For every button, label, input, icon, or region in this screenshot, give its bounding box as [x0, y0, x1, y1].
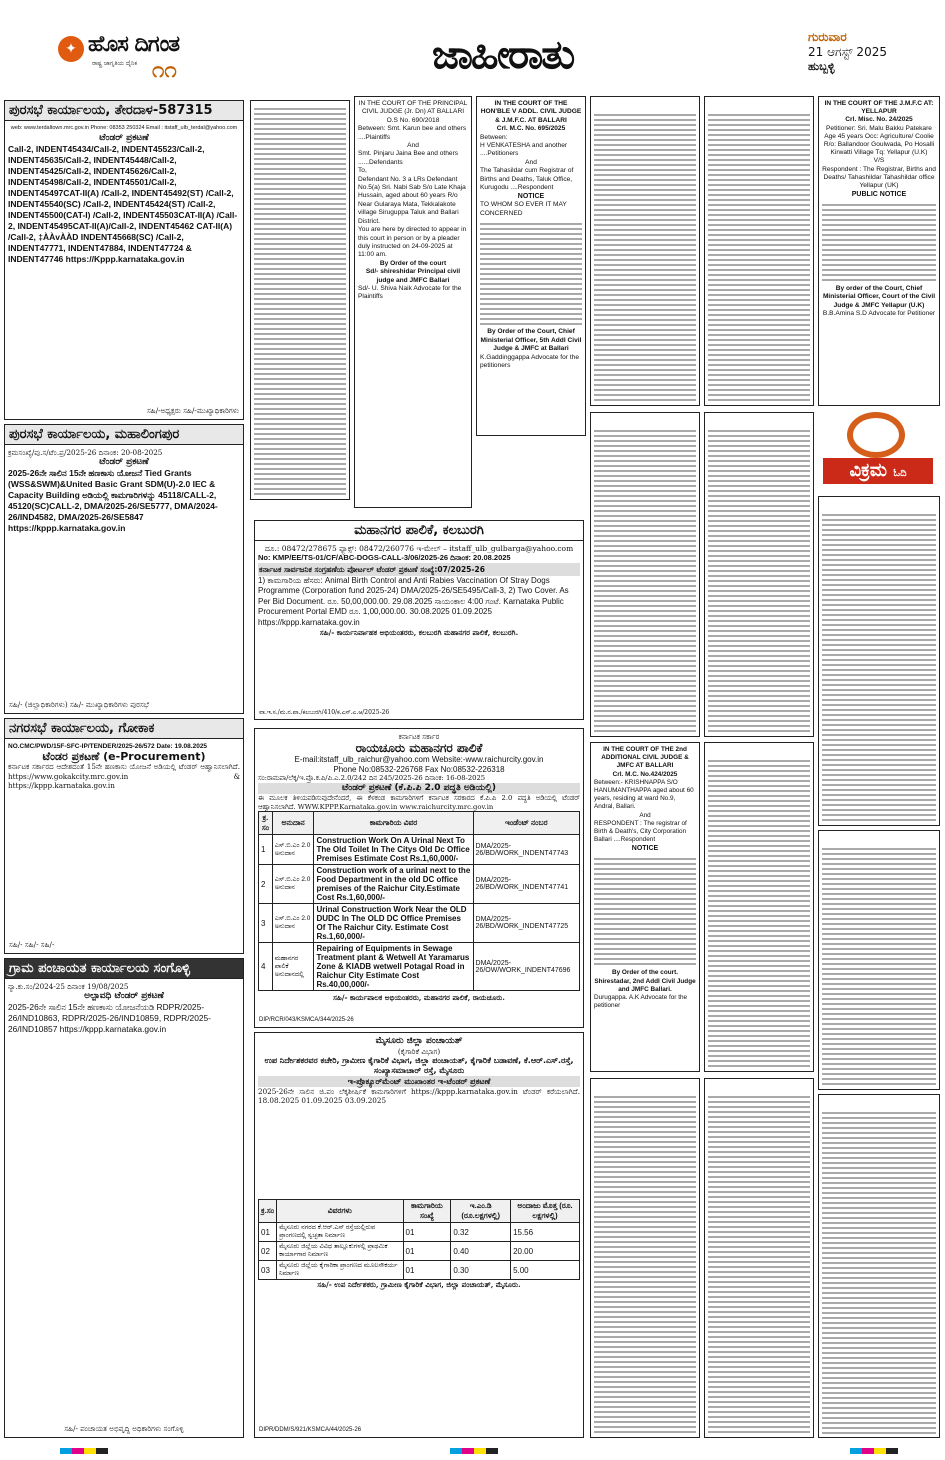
court-line-5: And: [525, 158, 537, 166]
ad-body: Call-2, INDENT45434/Call-2, INDENT45523/Call-2, INDENT45635/Call-2, INDENT45448/Call-2, INDENT45425/Call-2, INDENT45626/Call-2, INDENT45498/Call-2, INDENT45501/Call-2, INDENT45497CAT-II(A) /Call-2, INDENT45492(ST) /Call-2, INDENT45540(SC) /Call-2, INDENT45424(ST) /Call-2, INDENT45500(CAT-I) /Call-2, INDENT45503CAT-II(A) /Call-2, INDENT45495CAT-II(A)/Call-2, INDENT45462 CAT-II(A) /Call-2, ‡ÀÀvÀÀD INDENT45668(SC) /Call-2, INDENT47771, INDENT47884, INDENT47724 & INDENT47746 https://Kppp.karnataka.gov.in: [8, 144, 238, 265]
ad-notice: ಕರ್ನಾಟಕ ಸಾರ್ವಜನಿಕ ಸಂಗ್ರಹಣೆಯ ಪೋರ್ಟಲ್ ಟೆಂಡರ್ ಪ್ರಕಟಣೆ ಸಂಖ್ಯೆ:07/2025-26: [258, 563, 580, 576]
ad-body: 1) ಕಾಮಗಾರಿಯ ಹೆಸರು: Animal Birth Control and Anti Rabies Vaccination Of Stray Dogs Programme (Corporation fund 2025-24) DMA/2025-26/SE5495/Call-3, 2) Two Cover. As Per Bid Document. ರೂ. 50,00,000.00. 29.08.2025 ಸಾಯಂಕಾಲ 4:00 ಗಂಟೆ. Karnataka Public Procurement Portal EMD ರೂ. 1,00,000.00. 30.08.2025 01.09.2025 https://kppp.karnataka.gov.in: [258, 575, 569, 627]
court-body-fill: [480, 218, 582, 328]
ad-ref: ಸಂ:ರಾಮಪಾ/ಲೆಕ್ಕ/ಇ.ಪ್ರೊ.ಕ.ಪಿ/ಪಿ.ಎ.2.0/242 ದಿನ 245/2025-26 ದಿನಾಂಕ: 16-08-2025: [258, 774, 486, 783]
col-header: ಇ.ಎಂ.ಡಿ (ರೂ.ಲಕ್ಷಗಳಲ್ಲಿ): [451, 1200, 511, 1223]
table-row: [259, 943, 580, 991]
ad-notice: ಟೆಂಡರ ಪ್ರಕಟಣೆ (e-Procurement): [42, 750, 206, 764]
ad-title: ಗ್ರಾಮ ಪಂಚಾಯತ ಕಾರ್ಯಾಲಯ ಸಂಗೊಳ್ಳಿ: [5, 959, 243, 979]
cell: DMA/2025-26/BD/WORK_INDENT47743: [473, 835, 579, 865]
court-line-9: By Order of the court: [379, 259, 447, 267]
page-number: ೧೧: [152, 58, 177, 83]
ad-title: ರಾಯಚೂರು ಮಹಾನಗರ ಪಾಲಿಕೆ: [355, 741, 483, 756]
ad-sign: ಸಹಿ/- (ಜಿಲ್ಲಾಧಿಕಾರಿಗಳು) ಸಹಿ/- ಮುಖ್ಯಾಧಿಕಾರಿಗಳು ಪುರಸಭೆ: [9, 699, 149, 709]
ad-court-yellapur: [818, 96, 940, 406]
text-fill: [254, 105, 346, 496]
cell: 0.40: [451, 1242, 511, 1261]
court-line-8: Durugappa. A.K Advocate for the petitioner: [594, 994, 688, 1010]
col-header: ಅನುದಾನ: [272, 812, 314, 835]
raichur-works-table: [258, 811, 580, 991]
court-line-6: NOTICE: [631, 845, 659, 853]
logo-tagline: ರಾಷ್ಟ್ರ ಜಾಗೃತಿಯ ದೈನಿಕ: [92, 60, 138, 67]
notice-small-11: [818, 1094, 940, 1438]
cell: DMA/2025-26/OW/WORK_INDENT47696: [473, 943, 579, 991]
court-line-1: IN THE COURT OF THE HON'BLE V ADDL. CIVIL JUDGE & J.M.F.C. AT BALLARI: [480, 100, 582, 124]
cell: Repairing of Equipments in Sewage Treatment plant & Wetwell At Yaramarus Zone & KIADB wetwell Potagal Road in Raichur City Estimate Cost Rs.40,00,000/-: [314, 943, 473, 991]
court-line-5: Smt. Pinjaru Jaina Bee and others ......Defendants: [358, 150, 459, 166]
mysuru-works-table: [258, 1199, 580, 1280]
ad-body: ಈ ಮೂಲಕ ತಿಳಿಯಪಡಿಸುವುದೇನೆಂದರೆ, ಈ ಕೆಳಕಂಡ ಕಾಮಗಾರಿಗಳಿಗೆ ಕರ್ನಾಟಕ ಸರಕಾರದ ಕೆ.ಪಿ.ಪಿ 2.0 ಪದ್ಧತಿ ಅಡಿಯಲ್ಲಿ ಟೆಂಡರ್ ಆಹ್ವಾನಿಸಲಾಗಿದೆ. WWW.KPPP.Karnataka.gov.in www.raichurcity.mrc.gov.in: [258, 794, 580, 811]
ad-notice: ಟೆಂಡರ್ ಪ್ರಕಟಣೆ: [99, 133, 149, 144]
ad-phone: Phone No:08532-226768 Fax No:08532-226318: [333, 764, 505, 774]
vikrama-label: ವಿಕ್ರಮ: [849, 460, 888, 481]
cell: 01: [259, 1223, 277, 1242]
table-row: [259, 1242, 580, 1261]
court-line-6: The Tahasildar cum Registrar of Births and Deaths, Taluk Office, Kurugodu ....Respondent: [480, 167, 574, 192]
court-line-4: And: [407, 142, 419, 150]
ad-court-ballari-3: [590, 742, 700, 1072]
cell: ಎಸ್.ಬಿ.ಎಂ 2.0 ಅನುದಾನ: [272, 904, 314, 943]
logo-text: ಹೊಸ ದಿಗಂತ: [88, 32, 180, 57]
ad-court-ballari-2: [476, 96, 586, 436]
court-line-2: Crl. M.C. No.424/2025: [612, 770, 678, 778]
masthead: [52, 28, 894, 84]
ad-title: ಪುರಸಭೆ ಕಾರ್ಯಾಲಯ, ತೇರದಾಳ-587315: [5, 101, 243, 121]
court-line-7: By Order of the court. Shirestadar, 2nd Addl Civil Judge and JMFC Ballari.: [594, 969, 696, 993]
cell: DMA/2025-26/BD/WORK_INDENT47741: [473, 865, 579, 904]
court-line-4: And: [639, 811, 651, 819]
cell: ಮೈಸೂರು ನಗರದ ಕೆ.ಆರ್.ಎಸ್ ರಸ್ತೆಯಲ್ಲಿರುವ ಪ್ರಾಂಗಣದಲ್ಲಿ ಸ್ವಚ್ಛತಾ ನಿರ್ಮಾಣ: [277, 1223, 403, 1242]
newspaper-logo: [52, 28, 262, 84]
ad-code: DIPR/DDM/S/921/KSMCA/44/2025-26: [259, 1426, 362, 1433]
cell: 01: [403, 1223, 451, 1242]
cell: 0.32: [451, 1223, 511, 1242]
ad-ref: NO.CMC/PWD/15F-SFC-IP/TENDER/2025-26/572 Date: 19.08.2025: [8, 743, 208, 750]
ad-sign: ಸಹಿ/- ಕಾರ್ಯನಿರ್ವಾಹಕ ಅಭಿಯಂತರರು, ಕಲಬುರಗಿ ಮಹಾನಗರ ಪಾಲಿಕೆ, ಕಲಬುರಗಿ.: [319, 628, 519, 638]
ad-raichur: [254, 728, 584, 1028]
ad-sign: ಸಹಿ/- ಕಾರ್ಯಪಾಲಕ ಅಭಿಯಂತರರು, ಮಹಾನಗರ ಪಾಲಿಕೆ, ರಾಯಚೂರು.: [333, 993, 505, 1003]
ad-body: 2025-26ನೇ ಸಾಲಿನ ಜಿ.ಪಂ ಲೆಕ್ಕಶೀರ್ಷಿಕೆ ಕಾಮಗಾರಿಗಳಿಗೆ https://kppp.karnataka.gov.in ಟೆಂಡರ್ ಕರೆಯಲಾಗಿದೆ. 18.08.2025 01.09.2025 03.09.2025: [258, 1087, 580, 1106]
ad-title: ಮೈಸೂರು ಜಿಲ್ಲಾ ಪಂಚಾಯತ್: [375, 1036, 463, 1046]
vikrama-ad: [817, 410, 939, 490]
anniversary-emblem-icon: [847, 412, 905, 458]
cell: 3: [259, 904, 273, 943]
cell: Urinal Construction Work Near the OLD DUDC In The OLD DC Office Premises Of The Raichur City. Estimate Cost Rs.1,60,000/-: [314, 904, 473, 943]
ad-code: ವಾ.ಇ.ಸ./ಮ.ನ.ಪಾ./ಕಲಬುರಗಿ/410/ಕ.ಎಸ್.ಎ.ಆ/2025-26: [259, 708, 390, 716]
ad-kalaburagi: [254, 520, 584, 720]
issue-date: [808, 30, 894, 74]
page-title: ಜಾಹೀರಾತು: [432, 32, 574, 78]
notice-small-1: [250, 100, 350, 500]
notice-small-8: [704, 1078, 814, 1438]
ad-terdal: [4, 100, 244, 420]
ad-phone: ದೂ.: 08472/278675 ಫ್ಯಾಕ್ಸ್: 08472/260776 ಇ-ಮೇಲ್ – itstaff_ulb_gulbarga@yahoo.com: [264, 544, 574, 553]
ad-notice: ಟೆಂಡರ್ ಪ್ರಕಟಣೆ (ಕೆ.ಪಿ.ಪಿ 2.0 ಪದ್ಧತಿ ಅಡಿಯಲ್ಲಿ): [258, 783, 580, 794]
court-line-3: Between:: [480, 133, 508, 141]
cell: ಎಸ್.ಬಿ.ಎಂ 2.0 ಅನುದಾನ: [272, 835, 314, 865]
court-line-8: TO WHOM SO EVER IT MAY CONCERNED: [480, 201, 567, 217]
ad-mysuru: [254, 1032, 584, 1438]
color-registration-mark: [850, 1448, 898, 1454]
ad-web: web: www.terdaltown.mrc.gov.in Phone: 08353 250324 Email : itstaff_ulb_terdal@yahoo.com: [10, 125, 238, 131]
notice-small-7: [590, 1078, 700, 1438]
issue-date-text: 21 ಆಗಸ್ಟ್ 2025: [808, 45, 887, 59]
court-line-6: To,: [358, 167, 367, 175]
ad-sign: ಸಹಿ/- ಉಪ ನಿರ್ದೇಶಕರು, ಗ್ರಾಮೀಣ ಕೈಗಾರಿಕೆ ವಿಭಾಗ, ಜಿಲ್ಲಾ ಪಂಚಾಯತ್, ಮೈಸೂರು.: [317, 1280, 521, 1290]
ad-code: DIP/RCR/043/KSMCA/344/2025-26: [259, 1016, 354, 1023]
ad-ref: ನ್ಯಾ.ಕು.ಸಂ/2024-25 ದಿನಾಂಕ 19/08/2025: [8, 982, 129, 991]
cell: Construction Work On A Urinal Next To The Old Toilet In The Citys Old Dc Office Premises Estimate Cost Rs.1,60,000/-: [314, 835, 473, 865]
court-line-1: IN THE COURT OF THE J.M.F.C AT: YELLAPUR: [824, 100, 934, 116]
table-row: [259, 904, 580, 943]
ad-notice: ಟೆಂಡರ್ ಪ್ರಕಟಣೆ: [99, 457, 149, 468]
notice-small-2: [590, 96, 700, 406]
court-line-1: IN THE COURT OF THE 2nd ADDITIONAL CIVIL JUDGE & JMFC AT BALLARI: [601, 746, 689, 770]
col-header: ಕಾಮಗಾರಿಯ ಸಂಖ್ಯೆ: [403, 1200, 451, 1223]
cell: 20.00: [511, 1242, 580, 1261]
ad-mahalingapur: [4, 424, 244, 714]
ad-gokak: [4, 718, 244, 954]
vikrama-sub: ಓದಿ: [893, 468, 907, 479]
ad-ref: ಕ್ರಮಸಂಖ್ಯೆ/ಪು.ಸ/ಟೆಂ.ಪ್ರ/2025-26 ದಿನಾಂಕ: 20-08-2025: [8, 448, 163, 457]
ad-sangolli: [4, 958, 244, 1438]
cell: ಎಸ್.ಬಿ.ಎಂ 2.0 ಅನುದಾನ: [272, 865, 314, 904]
table-row: [259, 1223, 580, 1242]
cell: 02: [259, 1242, 277, 1261]
table-row: [259, 865, 580, 904]
ad-sign: ಸಹಿ/-ಅಧ್ಯಕ್ಷರು ಸಹಿ/-ಮುಖ್ಯಾಧಿಕಾರಿಗಳು: [146, 405, 239, 415]
col-header: ಕಾಮಗಾರಿಯ ವಿವರ: [314, 812, 473, 835]
court-line-7: NOTICE: [517, 193, 545, 201]
cell: ಮೈಸೂರು ಜಿಲ್ಲೆಯ ಕೈಗಾರಿಕಾ ಪ್ರಾಂಗಣದ ಮೂಲಸೌಕರ್ಯ ನಿರ್ಮಾಣ: [277, 1261, 403, 1280]
ad-head: ಉಪ ನಿರ್ದೇಶಕರವರ ಕಚೇರಿ, ಗ್ರಾಮೀಣ ಕೈಗಾರಿಕೆ ವಿಭಾಗ, ಜಿಲ್ಲಾ ಪಂಚಾಯತ್, ಕೈಗಾರಿಕೆ ಬಡಾವಣೆ, ಕೆ.ಆರ್.ಎಸ್.ರಸ್ತೆ, ಸಂಖ್ಯಾಸಮಾಚಾರ್ ರಸ್ತೆ, ಮೈಸೂರು: [264, 1056, 574, 1076]
court-line-5: Respondent : The Registrar, Births and Deaths/ Tahashildar Tahashildar office Yellapur (UK): [822, 165, 936, 190]
cell: 0.30: [451, 1261, 511, 1280]
court-line-10: Sd/- shireshidar Principal civil judge and JMFC Ballari: [365, 268, 461, 284]
ad-body: ಕರ್ನಾಟಕ ಸರ್ಕಾರದ ಆದೇಶದಂತೆ 15ನೇ ಹಣಕಾಸು ಯೋಜನೆ ಅಡಿಯಲ್ಲಿ ಟೆಂಡರ್ ಆಹ್ವಾನಿಸಲಾಗಿದೆ. https://www.gokakcity.mrc.gov.in & https://kppp.karnataka.gov.in: [8, 762, 240, 790]
color-registration-mark: [450, 1448, 498, 1454]
cell: ಮೈಸೂರು ಜಿಲ್ಲೆಯ ವಿವಿಧ ತಾಲ್ಲೂಕುಗಳಲ್ಲಿ ಪ್ರಾಥಮಿಕ ಕಾರ್ಯಾಗಾರ ನಿರ್ಮಾಣ: [277, 1242, 403, 1261]
ad-court-ballari-1: [354, 96, 472, 508]
table-row: [259, 1261, 580, 1280]
notice-small-9: [818, 496, 940, 826]
cell: 03: [259, 1261, 277, 1280]
ad-sub: ಕರ್ನಾಟಕ ಸರ್ಕಾರ: [398, 732, 440, 741]
court-line-10: K.Gaddinggappa Advocate for the petitioners: [480, 353, 579, 369]
ad-body: 2025-26ನೇ ಸಾಲಿನ 15ನೇ ಹಣಕಾಸು ಯೋಜನೆ Tied Grants (WSS&SWM)&United Basic Grant SDM(U)-2.0 IEC & Capacity Building ಅಡಿಯಲ್ಲಿ ಕಾಮಗಾರಿಗಳನ್ನು 45118/CALL-2, 45120(SC)CALL-2, DMA/2025-26/SE5777, DMA/2024-26/IND4582, DMA/2025-26/SE5847 https://kppp.karnataka.gov.in: [8, 468, 218, 534]
cell: 4: [259, 943, 273, 991]
ad-title: ಮಹಾನಗರ ಪಾಲಿಕೆ, ಕಲಬುರಗಿ: [255, 521, 583, 541]
cell: Construction work of a urinal next to the Food Department in the old DC office premises of the Raichur City.Estimate Cost Rs.1,60,000/-: [314, 865, 473, 904]
col-header: ಕ್ರ. ಸಂ: [259, 812, 273, 835]
ad-title: ನಗರಸಭೆ ಕಾರ್ಯಾಲಯ, ಗೋಕಾಕ: [5, 719, 243, 739]
court-line-3: Between:- KRISHNAPPA S/O HANUMANTHAPPA aged about 60 years, residing at ward No.9, Andral, Ballari.: [594, 778, 694, 811]
court-line-4: V/S: [873, 157, 885, 165]
notice-small-10: [818, 830, 940, 1090]
court-line-7: Defendant No. 3 a LRs Defendant No.5(a) Sri. Nabi Sab S/o Late Khaja Hussain, aged about 60 years R/o Near Gularaya Mata, Tekkalakote village Siruguppa Taluk and Ballari District.: [358, 175, 466, 225]
court-line-4: H VENKATESHA and another ....Petitioners: [480, 142, 568, 158]
court-line-8: B.B.Amina S.D Advocate for Petitioner: [822, 309, 936, 317]
ad-ref: No: KMP/EE/TS-01/CF/ABC-DOGS-CALL-3/06/2025-26 ದಿನಾಂಕ: 20.08.2025: [258, 553, 511, 563]
court-line-2: Crl. Misc. No. 24/2025: [845, 116, 913, 124]
cell: 5.00: [511, 1261, 580, 1280]
court-line-2: O.S No. 690/2018: [386, 116, 440, 124]
col-header: ಕ್ರ.ಸಂ: [259, 1200, 277, 1223]
court-line-3: Between: Smt. Karun bee and others ....Plaintiffs: [358, 125, 467, 141]
col-header: ಇಂಡೆಂಟ್ ನಂಬರ: [473, 812, 579, 835]
vikrama-banner: [823, 458, 933, 484]
ad-sign: ಸಹಿ/- ಸಹಿ/- ಸಹಿ/-: [9, 939, 55, 949]
ad-email: E-mail:itstaff_ulb_raichur@yahoo.com Website:-www.raichurcity.gov.in: [294, 755, 544, 765]
cell: 01: [403, 1242, 451, 1261]
notice-small-5: [704, 412, 814, 737]
court-line-5: RESPONDENT : The registrar of Birth & Death's, City Corporation Ballari ....Respondent: [594, 819, 687, 844]
col-header: ವಿವರಗಳು: [277, 1200, 403, 1223]
court-line-1: IN THE COURT OF THE PRINCIPAL CIVIL JUDGE (Jr. Dn) AT BALLARI: [358, 100, 468, 116]
court-line-3: Petitioner: Sri. Malu Bakku Patekare Age 45 years Occ: Agriculture/ Coolie R/o: Ballandoor Goulwada, Po Hosalli Kirwatti Village Tq: Yellapur (U.K): [823, 124, 935, 157]
court-line-6: PUBLIC NOTICE: [851, 191, 907, 199]
notice-small-4: [590, 412, 700, 737]
court-line-11: Sd/- U. Shiva Naik Advocate for the Plaintiffs: [358, 284, 462, 301]
notice-small-3: [704, 96, 814, 406]
lamp-icon: ✦: [58, 36, 84, 62]
cell: 01: [403, 1261, 451, 1280]
court-line-2: Crl. M.C. No. 695/2025: [496, 125, 566, 133]
table-row: [259, 835, 580, 865]
ad-notice: ಇ-ಪ್ರೊಕ್ಯೂರ್‌ಮೆಂಟ್ ಮುಖಾಂತರ ಇ-ಟೆಂಡರ್ ಪ್ರಕಟಣೆ: [258, 1076, 580, 1087]
col-header: ಅಂದಾಜು ಮೊತ್ತ (ರೂ. ಲಕ್ಷಗಳಲ್ಲಿ): [511, 1200, 580, 1223]
cell: 15.56: [511, 1223, 580, 1242]
court-line-9: By Order of the Court, Chief Ministerial Officer, 5th Addl Civil Judge & JMFC at Ballari: [480, 328, 582, 353]
cell: 1: [259, 835, 273, 865]
notice-small-6: [704, 742, 814, 1072]
court-line-8: You are here by directed to appear in this court in person or by a pleader duly instructed on 24-09-2025 at 11:00 am.: [358, 226, 467, 259]
cell: DMA/2025-26/BD/WORK_INDENT47725: [473, 904, 579, 943]
ad-body: 2025-26ನೇ ಸಾಲಿನ 15ನೇ ಹಣಕಾಸು ಯೋಜನೆಯಡಿ RDPR/2025-26/IND10863, RDPR/2025-26/IND10859, RDPR/2025-26/IND10857 https://kppp.karnataka.gov.in: [8, 1002, 211, 1035]
cell: ಮಹಾನಗರ ಪಾಲಿಕೆ ಅನುದಾನದಲ್ಲಿ: [272, 943, 314, 991]
cell: 2: [259, 865, 273, 904]
ad-title: ಪುರಸಭೆ ಕಾರ್ಯಾಲಯ, ಮಹಾಲಿಂಗಪುರ: [5, 425, 243, 445]
issue-city: ಹುಬ್ಬಳ್ಳಿ: [808, 60, 835, 73]
ad-notice: ಅಲ್ಪಾವಧಿ ಟೆಂಡರ್ ಪ್ರಕಟಣೆ: [84, 991, 164, 1002]
ad-sign: ಸಹಿ/- ಪಂಚಾಯತ ಅಭಿವೃದ್ಧಿ ಅಧಿಕಾರಿಗಳು ಸಂಗೊಳ್ಳಿ: [64, 1423, 184, 1433]
color-registration-mark: [60, 1448, 108, 1454]
issue-day: ಗುರುವಾರ: [808, 30, 847, 44]
court-line-7: By order of the Court, Chief Ministerial Officer, Court of the Civil Judge & JMFC Yellapur (U.K): [822, 285, 936, 309]
ad-sub: (ಕೈಗಾರಿಕೆ ವಿಭಾಗ): [397, 1047, 441, 1056]
